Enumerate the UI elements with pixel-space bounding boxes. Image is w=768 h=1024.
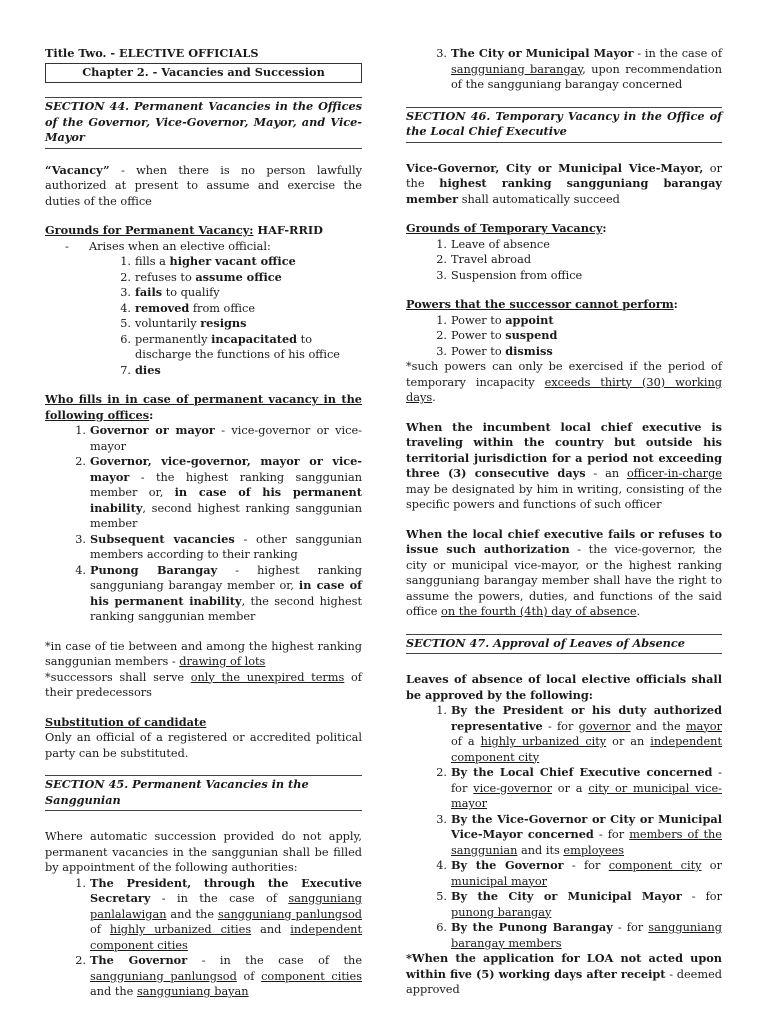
list-item: - Arises when an elective official: [65, 239, 271, 253]
powers-list [406, 313, 722, 360]
section-45-list-continued [406, 46, 722, 93]
substitution-heading: Substitution of candidate [45, 714, 207, 729]
list-item: 3. The City or Municipal Mayor - in the case of sangguniang barangay, upon recommendation of the sangguniang barangay concerned [436, 46, 722, 91]
list-item: 3. Power to dismiss [436, 343, 553, 358]
list-item: 5. By the City or Municipal Mayor - for punong barangay [436, 889, 722, 919]
temporary-successor-text: Vice-Governor, City or Municipal Vice-Mayor, or the highest ranking sangguniang barangay member shall automatically succeed [406, 160, 722, 206]
who-fills-heading: Who fills in in case of permanent vacancy in the following offices: [45, 392, 362, 422]
grounds-permanent-label: Grounds for Permanent Vacancy: [45, 223, 254, 237]
list-item: 2. The Governor - in the case of the sangguniang panlungsod of component cities and the sangguniang bayan [75, 953, 363, 998]
who-fills-list [45, 423, 362, 625]
list-item: 3. Suspension from office [436, 268, 583, 282]
list-item: 2. Travel abroad [436, 253, 532, 266]
powers-heading: Powers that the successor cannot perform: [406, 297, 678, 311]
powers-note: *such powers can only be exercised if the period of temporary incapacity exceeds thirty (30) working days. [406, 360, 722, 404]
arises-text: Arises when an elective official: [89, 239, 271, 253]
list-item: 1. The President, through the Executive Secretary - in the case of sangguniang panlalawigan and the sangguniang panlungsod of highly urbanized cities and independent component cities [75, 875, 362, 952]
vacancy-text: - when there is no person lawfully authorized at present to assume and exercise the duties of the office [45, 163, 362, 208]
list-item: 6. By the Punong Barangay - for sangguniang barangay members [436, 920, 722, 950]
vacancy-definition [45, 163, 362, 210]
list-item: 3. By the Vice-Governor or City or Municipal Vice-Mayor concerned - for members of the sanggunian and its employees [436, 811, 722, 857]
list-item: 5. voluntarily resigns [120, 316, 247, 330]
grounds-temporary-heading: Grounds of Temporary Vacancy: [406, 221, 607, 235]
vacancy-term: “Vacancy” [45, 162, 110, 177]
section-45-list [45, 876, 362, 1000]
list-item: 2. refuses to assume office [120, 269, 282, 284]
list-item: 6. permanently incapacitated to discharge the functions of his office [120, 331, 340, 361]
section-45-title: SECTION 45. Permanent Vacancies in the Sanggunian [45, 775, 362, 811]
list-item: 3. fails to qualify [120, 285, 220, 299]
title-heading: Title Two. - ELECTIVE OFFICIALS [45, 46, 259, 60]
travel-paragraph: When the incumbent local chief executive is traveling within the country but outside his territorial jurisdiction for a period not exceeding three (3) consecutive days - an officer-in-charge may be designated by him in writing, consisting of the specific powers and functions of such officer [406, 419, 722, 511]
list-item: 1. By the President or his duty authorized representative - for governor and the mayor of a highly urbanized city or an independent component city [436, 703, 722, 764]
grounds-temporary-list [406, 237, 722, 284]
section-46-title: SECTION 46. Temporary Vacancy in the Office of the Local Chief Executive [406, 107, 722, 143]
section-47-list [406, 703, 722, 951]
list-item: 1. Leave of absence [436, 237, 550, 251]
right-column [406, 46, 722, 998]
list-item: 1. Governor or mayor - vice-governor or vice-mayor [75, 423, 362, 453]
list-item: 7. dies [120, 362, 161, 377]
who-fills-label: Who fills in in case of permanent vacancy in the following offices [45, 392, 362, 422]
list-item: 2. Governor, vice-governor, mayor or vice-mayor - the highest ranking sanggunian member or, in case of his permanent inability, second highest ranking sanggunian member [75, 454, 362, 530]
list-item: 2. By the Local Chief Executive concerned - for vice-governor or a city or municipal vice-mayor [436, 765, 722, 810]
list-item: 1. fills a higher vacant office [120, 254, 296, 268]
section-44-title: SECTION 44. Permanent Vacancies in the Offices of the Governor, Vice-Governor, Mayor, and Vice-Mayor [45, 97, 362, 149]
grounds-permanent-list [45, 254, 362, 378]
fails-paragraph: When the local chief executive fails or refuses to issue such authorization - the vice-governor, the city or municipal vice-mayor, or the highest ranking sangguniang barangay member shall have the right to assume the powers, duties, and functions of the said office on the fourth (4th) day of absence. [406, 526, 722, 618]
section-45-intro: Where automatic succession provided do not apply, permanent vacancies in the sanggunian shall be filled by appointment of the following authorities: [45, 830, 362, 874]
grounds-code: HAF-RRID [253, 223, 323, 237]
list-item: 2. Power to suspend [436, 328, 558, 342]
successor-note: *successors shall serve only the unexpired terms of their predecessors [45, 670, 362, 699]
grounds-permanent-heading [45, 223, 362, 239]
loa-note: *When the application for LOA not acted upon within five (5) working days after receipt - deemed approved [406, 951, 723, 996]
substitution-text: Only an official of a registered or accredited political party can be substituted. [45, 731, 362, 760]
list-item: 4. By the Governor - for component city or municipal mayor [436, 858, 722, 888]
list-item: 3. Subsequent vacancies - other sanggunian members according to their ranking [75, 531, 362, 561]
tie-note: *in case of tie between and among the highest ranking sanggunian members - drawing of lots [45, 639, 362, 668]
left-column [45, 46, 362, 1000]
list-item: 4. Punong Barangay - highest ranking sangguniang barangay member or, in case of his permanent inability, the second highest ranking sanggunian member [75, 562, 363, 623]
list-item: 1. Power to appoint [436, 312, 554, 327]
list-item: 4. removed from office [120, 300, 256, 315]
section-47-intro: Leaves of absence of local elective officials shall be approved by the following: [406, 672, 722, 702]
section-47-title: SECTION 47. Approval of Leaves of Absence [406, 634, 722, 655]
chapter-heading: Chapter 2. - Vacancies and Succession [45, 63, 362, 84]
arises-list [45, 239, 362, 255]
